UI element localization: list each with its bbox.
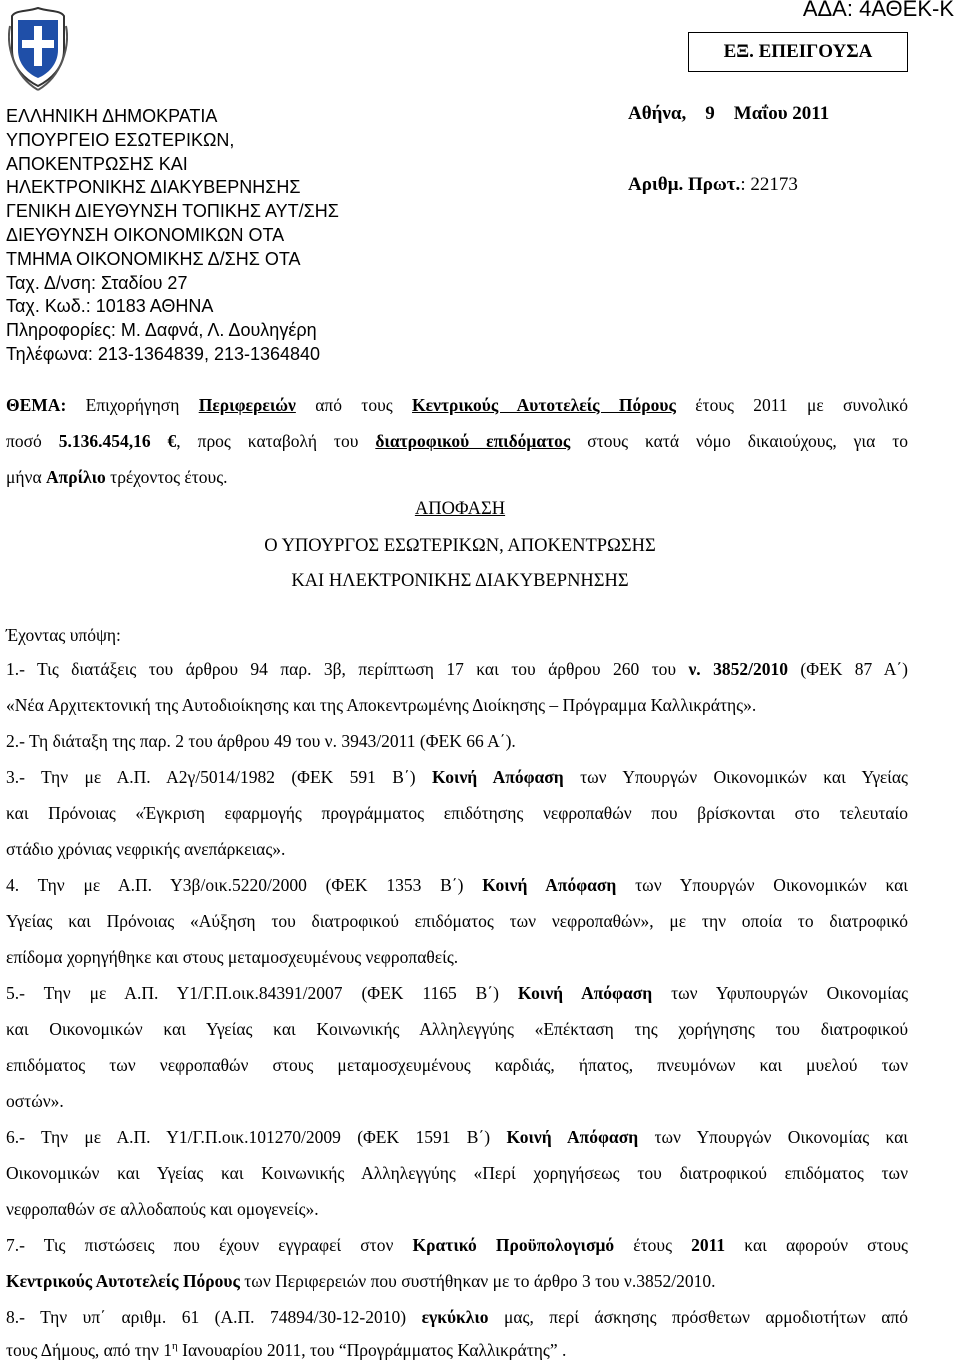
header-line: ΕΛΛΗΝΙΚΗ ΔΗΜΟΚΡΑΤΙΑ <box>6 106 218 126</box>
header-line: Ταχ. Κωδ.: 10183 ΑΘΗΝΑ <box>6 296 214 317</box>
having-regard: Έχοντας υπόψη: <box>6 625 121 645</box>
item-3-line-2: και Πρόνοιας «Έγκριση εφαρμογής προγράμματος επιδότησης νεφροπαθών που βρίσκονται στο τελευταίο <box>6 803 908 823</box>
item-6-line-3: νεφροπαθών σε αλλοδαπούς και ομογενείς». <box>6 1199 319 1219</box>
ada-code: ΑΔΑ: 4ΑΘΕΚ-Κ <box>802 0 954 21</box>
header-line: ΓΕΝΙΚΗ ΔΙΕΥΘΥΝΣΗ ΤΟΠΙΚΗΣ ΑΥΤ/ΣΗΣ <box>6 201 339 222</box>
urgency-box: ΕΞ. ΕΠΕΙΓΟΥΣΑ <box>688 32 908 72</box>
subject-april: Απρίλιο <box>46 467 106 487</box>
item-5-line-4: οστών». <box>6 1091 64 1111</box>
header-line: ΤΜΗΜΑ ΟΙΚΟΝΟΜΙΚΗΣ Δ/ΣΗΣ ΟΤΑ <box>6 248 301 269</box>
subject-allowance: διατροφικού επιδόματος <box>375 431 571 451</box>
subject-kap: Κεντρικούς Αυτοτελείς Πόρους <box>412 395 676 415</box>
item-7-line-2: Κεντρικούς Αυτοτελείς Πόρους των Περιφερειών που συστήθηκαν με το άρθρο 3 του ν.3852/2010. <box>6 1271 716 1291</box>
minister-line-1: Ο ΥΠΟΥΡΓΟΣ ΕΣΩΤΕΡΙΚΩΝ, ΑΠΟΚΕΝΤΡΩΣΗΣ <box>264 536 656 556</box>
date-line: Αθήνα, 9 Μαΐου 2011 <box>628 103 830 124</box>
item-6-line-1: 6.- Την με Α.Π. Υ1/Γ.Π.οικ.101270/2009 (ΦΕΚ 1591 Β΄) Κοινή Απόφαση των Υπουργών Οικονομίας και <box>6 1127 908 1147</box>
protocol-value: : 22173 <box>740 174 798 195</box>
protocol-number <box>628 174 798 196</box>
subject-label: ΘΕΜΑ: <box>6 395 67 415</box>
header-line: Τηλέφωνα: 213-1364839, 213-1364840 <box>6 343 321 364</box>
subject-regions: Περιφερειών <box>198 395 296 415</box>
header-line: ΑΠΟΚΕΝΤΡΩΣΗΣ ΚΑΙ <box>6 153 188 174</box>
item-7-line-1: 7.- Τις πιστώσεις που έχουν εγγραφεί στον Κρατικό Προϋπολογισμό έτους 2011 και αφορούν στους <box>6 1235 908 1255</box>
item-5-line-1: 5.- Την με Α.Π. Υ1/Γ.Π.οικ.84391/2007 (ΦΕΚ 1165 Β΄) Κοινή Απόφαση των Υφυπουργών Οικονομίας <box>6 983 908 1003</box>
item-8-line-1: 8.- Την υπ΄ αριθμ. 61 (Α.Π. 74894/30-12-2010) εγκύκλιο μας, περί άσκησης πρόσθετων αρμοδιοτήτων από <box>6 1307 908 1327</box>
item-4-line-3: επίδομα χορηγήθηκε και στους μεταμοσχευμένους νεφροπαθείς. <box>6 947 459 967</box>
subject-amount: 5.136.454,16 € <box>58 431 177 451</box>
header-line: ΗΛΕΚΤΡΟΝΙΚΗΣ ΔΙΑΚΥΒΕΡΝΗΣΗΣ <box>6 177 301 198</box>
header-line: Ταχ. Δ/νση: Σταδίου 27 <box>6 272 188 293</box>
greek-coat-of-arms-icon <box>8 6 68 94</box>
header-line: ΥΠΟΥΡΓΕΙΟ ΕΣΩΤΕΡΙΚΩΝ, <box>6 129 235 150</box>
subject-line-2: ποσό 5.136.454,16 €, προς καταβολή του διατροφικού επιδόματος στους κατά νόμο δικαιούχους, για το <box>6 431 909 451</box>
item-2: 2.- Τη διάταξη της παρ. 2 του άρθρου 49 του ν. 3943/2011 (ΦΕΚ 66 Α΄). <box>6 731 516 751</box>
item-3-line-1: 3.- Την με Α.Π. Α2γ/5014/1982 (ΦΕΚ 591 Β΄) Κοινή Απόφαση των Υπουργών Οικονομικών και Υγείας <box>6 767 908 787</box>
minister-line-2: ΚΑΙ ΗΛΕΚΤΡΟΝΙΚΗΣ ΔΙΑΚΥΒΕΡΝΗΣΗΣ <box>291 571 629 591</box>
item-8-line-2: τους Δήμους, από την $1^\eta$ Ιανουαρίου 2011, του “Προγράμματος Καλλικράτης” . <box>6 1339 567 1360</box>
header-line: ΔΙΕΥΘΥΝΣΗ ΟΙΚΟΝΟΜΙΚΩΝ ΟΤΑ <box>6 224 285 245</box>
protocol-label: Αριθμ. Πρωτ. <box>628 174 741 195</box>
header-line: Πληροφορίες: Μ. Δαφνά, Λ. Δουληγέρη <box>6 320 317 341</box>
item-3-line-3: στάδιο χρόνιας νεφρικής ανεπάρκειας». <box>6 839 286 859</box>
item-5-line-2: και Οικονομικών και Υγείας και Κοινωνικής Αλληλεγγύης «Επέκταση της χορήγησης του διατροφικού <box>6 1019 908 1039</box>
item-4-line-1: 4. Την με Α.Π. Υ3β/οικ.5220/2000 (ΦΕΚ 1353 Β΄) Κοινή Απόφαση των Υπουργών Οικονομικών και <box>6 875 909 895</box>
subject-line-3: μήνα Απρίλιο τρέχοντος έτους. <box>6 467 228 487</box>
item-6-line-2: Οικονομικών και Υγείας και Κοινωνικής Αλληλεγγύης «Περί χορηγήσεως του διατροφικού επιδόματος των <box>6 1163 908 1183</box>
decision-title: ΑΠΟΦΑΣΗ <box>414 499 506 519</box>
item-1-line-2: «Νέα Αρχιτεκτονική της Αυτοδιοίκησης και της Αποκεντρωμένης Διοίκησης – Πρόγραμμα Καλλικράτης». <box>6 695 757 715</box>
item-4-line-2: Υγείας και Πρόνοιας «Αύξηση του διατροφικού επιδόματος των νεφροπαθών», με την οποία το διατροφικό <box>6 911 908 931</box>
subject-line-1: ΘΕΜΑ: Επιχορήγηση Περιφερειών από τους Κεντρικούς Αυτοτελείς Πόρους έτους 2011 με συνολικό <box>6 395 908 415</box>
item-1-line-1: 1.- Τις διατάξεις του άρθρου 94 παρ. 3β, περίπτωση 17 και του άρθρου 260 του ν. 3852/2010 (ΦΕΚ 87 Α΄) <box>6 659 908 679</box>
item-5-line-3: επιδόματος των νεφροπαθών στους μεταμοσχευμένους καρδιάς, ήπατος, πνευμόνων και μυελού των <box>6 1055 908 1075</box>
sender-block <box>6 105 339 367</box>
